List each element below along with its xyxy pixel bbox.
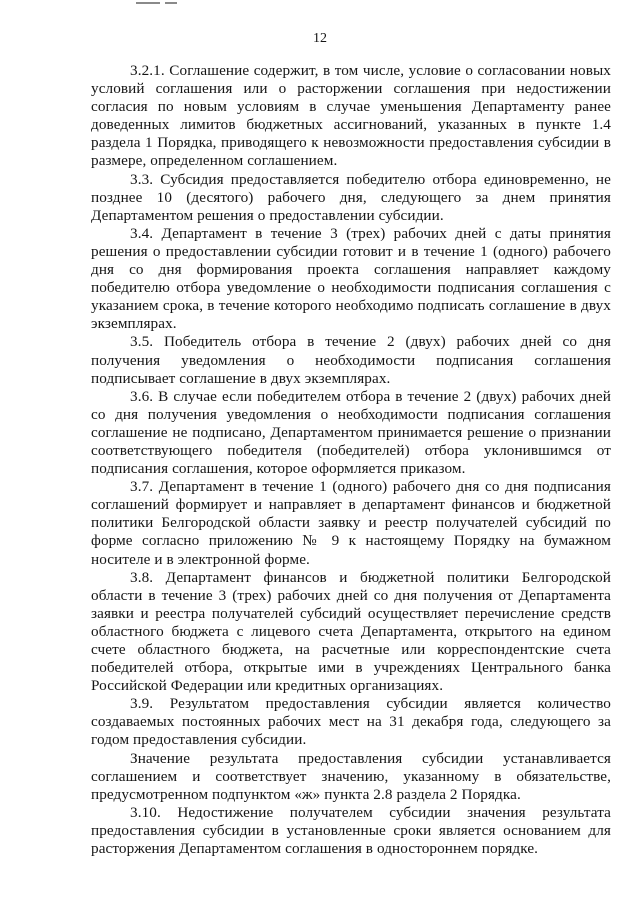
page-number: 12 [313,31,327,46]
paragraph-3-8: 3.8. Департамент финансов и бюджетной политики Белгородской области в течение 3 (трех) рабочих дней со дня получения от Департамента заявки и реестра получателей субсидий осуществляет перечисление средств областного бюджета с лицевого счета Департамента, открытого на едином счете областного бюджета, на расчетные или корреспондентские счета победителей отбора, открытые ими в учреждениях Центрального банка Российской Федерации или кредитных организациях. [91,568,611,695]
scan-mark-left [136,2,160,4]
document-body [91,62,611,858]
paragraph-3-9-value: Значение результата предоставления субсидии устанавливается соглашением и соответствует значению, указанному в обязательстве, предусмотренном подпунктом «ж» пункта 2.8 раздела 2 Порядка. [91,749,611,803]
scan-mark-right [165,2,177,4]
paragraph-3-9: 3.9. Результатом предоставления субсидии является количество создаваемых постоянных рабочих мест на 31 декабря года, следующего за годом предоставления субсидии. [91,695,611,749]
paragraph-3-3: 3.3. Субсидия предоставляется победителю отбора единовременно, не позднее 10 (десятого) рабочего дня, следующего за днем принятия Департаментом решения о предоставлении субсидии. [91,170,611,224]
paragraph-3-7: 3.7. Департамент в течение 1 (одного) рабочего дня со дня подписания соглашений формирует и направляет в департамент финансов и бюджетной политики Белгородской области заявку и реестр получателей субсидий по форме согласно приложению № 9 к настоящему Порядку на бумажном носителе и в электронной форме. [91,478,611,568]
paragraph-3-4: 3.4. Департамент в течение 3 (трех) рабочих дней с даты принятия решения о предоставлении субсидии готовит и в течение 1 (одного) рабочего дня со дня формирования проекта соглашения направляет каждому победителю отбора уведомление о необходимости подписания соглашения с указанием срока, в течение которого необходимо подписать соглашение в двух экземплярах. [91,224,611,333]
paragraph-3-10: 3.10. Недостижение получателем субсидии значения результата предоставления субсидии в установленные сроки является основанием для расторжения Департаментом соглашения в одностороннем порядке. [91,803,611,858]
paragraph-3-2-1: 3.2.1. Соглашение содержит, в том числе, условие о согласовании новых условий соглашения или о расторжении соглашения при недостижении согласия по новым условиям в случае уменьшения Департаменту ранее доведенных лимитов бюджетных ассигнований, указанных в пункте 1.4 раздела 1 Порядка, приводящего к невозможности предоставления субсидии в размере, определенном соглашением. [91,62,611,170]
paragraph-3-6: 3.6. В случае если победителем отбора в течение 2 (двух) рабочих дней со дня получения уведомления о необходимости подписания соглашения соглашение не подписано, Департаментом принимается решение о признании соответствующего победителя (победителей) отбора уклонившимся от подписания соглашения, которое оформляется приказом. [91,387,611,478]
paragraph-3-5: 3.5. Победитель отбора в течение 2 (двух) рабочих дней со дня получения уведомления о необходимости подписания соглашения подписывает соглашение в двух экземплярах. [91,333,611,387]
